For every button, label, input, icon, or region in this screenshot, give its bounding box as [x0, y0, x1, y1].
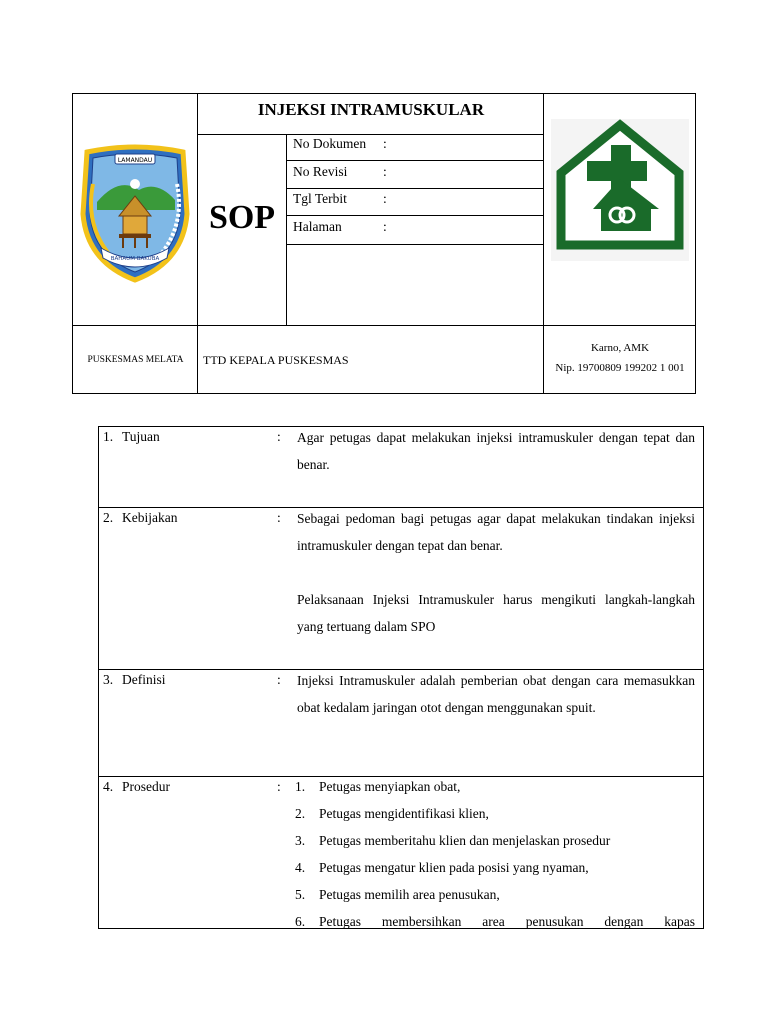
procedure-step: 1. Petugas menyiapkan obat,: [295, 779, 461, 794]
meta-no-revisi: No Revisi :: [293, 164, 387, 179]
svg-text:LAMANDAU: LAMANDAU: [117, 157, 153, 164]
meta-halaman: Halaman :: [293, 219, 387, 234]
signature-label: TTD KEPALA PUSKESMAS: [203, 353, 349, 367]
section-text: [297, 426, 695, 478]
section-tujuan: [99, 427, 703, 508]
puskesmas-logo: [551, 119, 689, 261]
organization-name: PUSKESMAS MELATA: [87, 355, 184, 365]
section-number: 1.: [103, 429, 114, 444]
regency-emblem-logo: [79, 144, 191, 284]
divider: [286, 244, 544, 245]
divider: [286, 188, 544, 189]
paragraph: Agar petugas dapat melakukan injeksi intramuskuler dengan tepat dan benar.: [297, 430, 695, 472]
divider: [286, 215, 544, 216]
section-kebijakan: [99, 508, 703, 670]
paragraph: Sebagai pedoman bagi petugas agar dapat melakukan tindakan injeksi intramuskuler dengan tepat dan benar.: [297, 511, 695, 553]
paragraph: Injeksi Intramuskuler adalah pemberian obat dengan cara memasukkan obat kedalam jaringan otot dengan menggunakan spuit.: [297, 673, 695, 715]
sop-label: SOP: [208, 199, 276, 236]
section-text: [297, 505, 695, 640]
section-colon: :: [277, 779, 281, 794]
section-label: Kebijakan: [122, 510, 178, 525]
sop-header-table: [72, 93, 696, 394]
divider: [197, 134, 544, 135]
section-definisi: [99, 670, 703, 777]
section-label: Definisi: [122, 672, 166, 687]
section-prosedur: [99, 777, 703, 929]
procedure-step: 6. Petugas membersihkan area penusukan dengan kapas: [295, 914, 695, 929]
document-title: INJEKSI INTRAMUSKULAR: [257, 100, 485, 119]
section-colon: :: [277, 672, 281, 687]
sop-content-table: [98, 426, 704, 929]
svg-text:BAHAUM BAKUBA: BAHAUM BAKUBA: [110, 256, 160, 262]
procedure-step: 5. Petugas memilih area penusukan,: [295, 887, 500, 902]
section-number: 2.: [103, 510, 114, 525]
section-label: Tujuan: [122, 429, 160, 444]
head-signatory: [545, 338, 695, 378]
divider: [286, 160, 544, 161]
head-nip: Nip. 19700809 199202 1 001: [555, 362, 685, 374]
head-name: Karno, AMK: [590, 342, 650, 354]
section-colon: :: [277, 429, 281, 444]
divider: [286, 134, 287, 325]
meta-no-dokumen: No Dokumen :: [293, 136, 387, 151]
paragraph: Pelaksanaan Injeksi Intramuskuler harus mengikuti langkah-langkah yang tertuang dalam SPO: [297, 592, 695, 634]
section-number: 4.: [103, 779, 114, 794]
procedure-step: 3. Petugas memberitahu klien dan menjelaskan prosedur: [295, 833, 611, 848]
section-label: Prosedur: [122, 779, 170, 794]
procedure-step: 2. Petugas mengidentifikasi klien,: [295, 806, 489, 821]
section-text: [297, 667, 695, 721]
procedure-step: 4. Petugas mengatur klien pada posisi yang nyaman,: [295, 860, 589, 875]
procedure-steps: [295, 773, 695, 929]
section-number: 3.: [103, 672, 114, 687]
section-colon: :: [277, 510, 281, 525]
meta-tgl-terbit: Tgl Terbit :: [293, 191, 387, 206]
